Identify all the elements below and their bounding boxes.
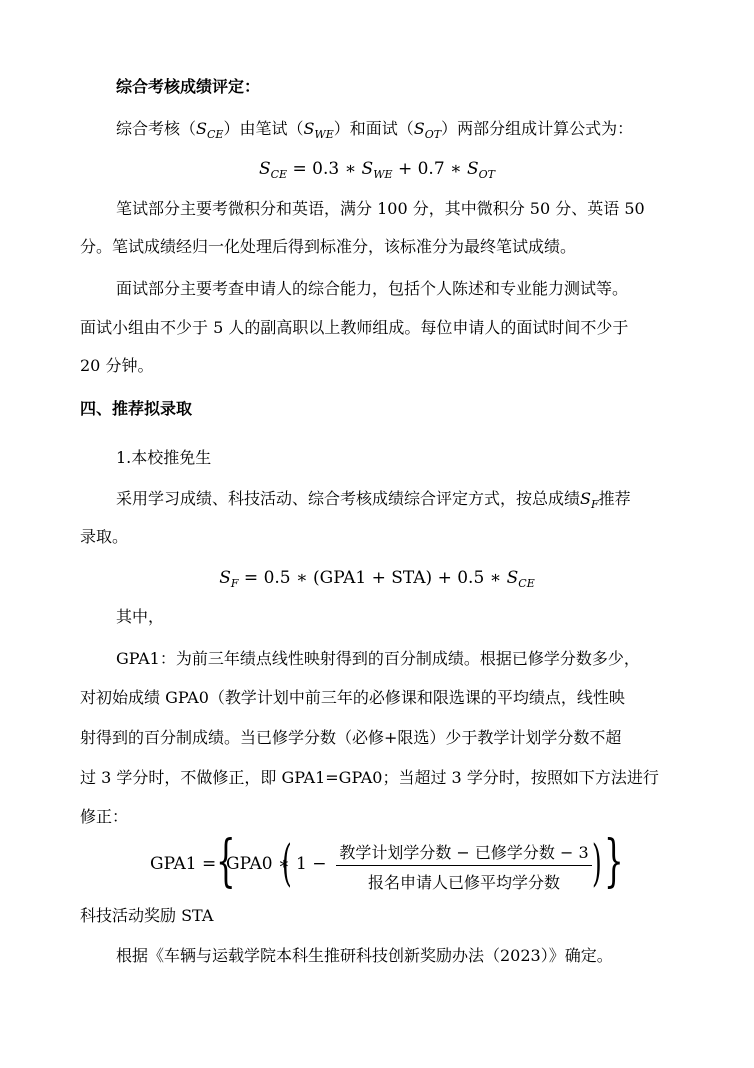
subheading-local-students: 1.本校推免生 (116, 448, 212, 467)
gpa-line-5: 修正： (80, 807, 129, 826)
gpa1-formula (150, 829, 624, 898)
where-label: 其中， (116, 607, 165, 626)
formula-one-minus: 1 − (296, 854, 327, 874)
formula-gpa0: GPA0 ∗ (226, 854, 290, 874)
right-paren: ) (592, 834, 602, 892)
heading-recommend: 四、推荐拟录取 (80, 399, 193, 418)
left-paren: ( (282, 834, 292, 892)
sta-rule: 根据《车辆与运载学院本科生推研科技创新奖励办法（2023）》确定。 (116, 946, 613, 965)
method-line-2: 录取。 (80, 527, 129, 546)
gpa-line-4: 过 3 学分时，不做修正，即 GPA1=GPA0；当超过 3 学分时，按照如下方法进行 (80, 768, 659, 787)
interview-line-3: 20 分钟。 (80, 356, 154, 375)
interview-line-2: 面试小组由不少于 5 人的副高职以上教师组成。每位申请人的面试时间不少于 (80, 318, 629, 337)
formula-numerator: 教学计划学分数 − 已修学分数 − 3 (339, 843, 589, 862)
equation-sf: $S_F = 0.5$ ∗ (GPA1 + STA) + 0.5 ∗ $S_{CE}$ (219, 568, 535, 590)
sta-label: 科技活动奖励 STA (80, 906, 214, 925)
gpa-line-3: 射得到的百分制成绩。当已修学分数（必修+限选）少于教学计划学分数不超 (80, 728, 622, 747)
section-title: 综合考核成绩评定： (116, 77, 261, 96)
method-line-1: 采用学习成绩、科技活动、综合考核成绩综合评定方式，按总成绩$S_F$推荐 (116, 489, 631, 511)
formula-denominator: 报名申请人已修平均学分数 (367, 873, 560, 892)
right-brace: } (604, 829, 624, 894)
equation-sce: $S_{CE} = 0.3$ ∗ $S_{WE} + 0.7$ ∗ $S_{OT}$ (258, 159, 496, 181)
formula-lhs: GPA1 = (150, 854, 217, 874)
written-line-2: 分。笔试成绩经归一化处理后得到标准分，该标准分为最终笔试成绩。 (80, 237, 577, 256)
fraction-bar (336, 865, 592, 866)
left-brace: { (216, 829, 236, 894)
interview-line-1: 面试部分主要考查申请人的综合能力，包括个人陈述和专业能力测试等。 (116, 279, 629, 298)
written-line-1: 笔试部分主要考微积分和英语，满分 100 分，其中微积分 50 分、英语 50 (116, 199, 645, 218)
gpa-line-2: 对初始成绩 GPA0（教学计划中前三年的必修课和限选课的平均绩点，线性映 (80, 688, 625, 707)
gpa-line-1: GPA1：为前三年绩点线性映射得到的百分制成绩。根据已修学分数多少， (116, 649, 640, 668)
intro-paragraph: 综合考核$(S_{CE})$由笔试$(S_{WE})$和面试$(S_{OT})$两部分组成计算公式为： (116, 119, 634, 141)
